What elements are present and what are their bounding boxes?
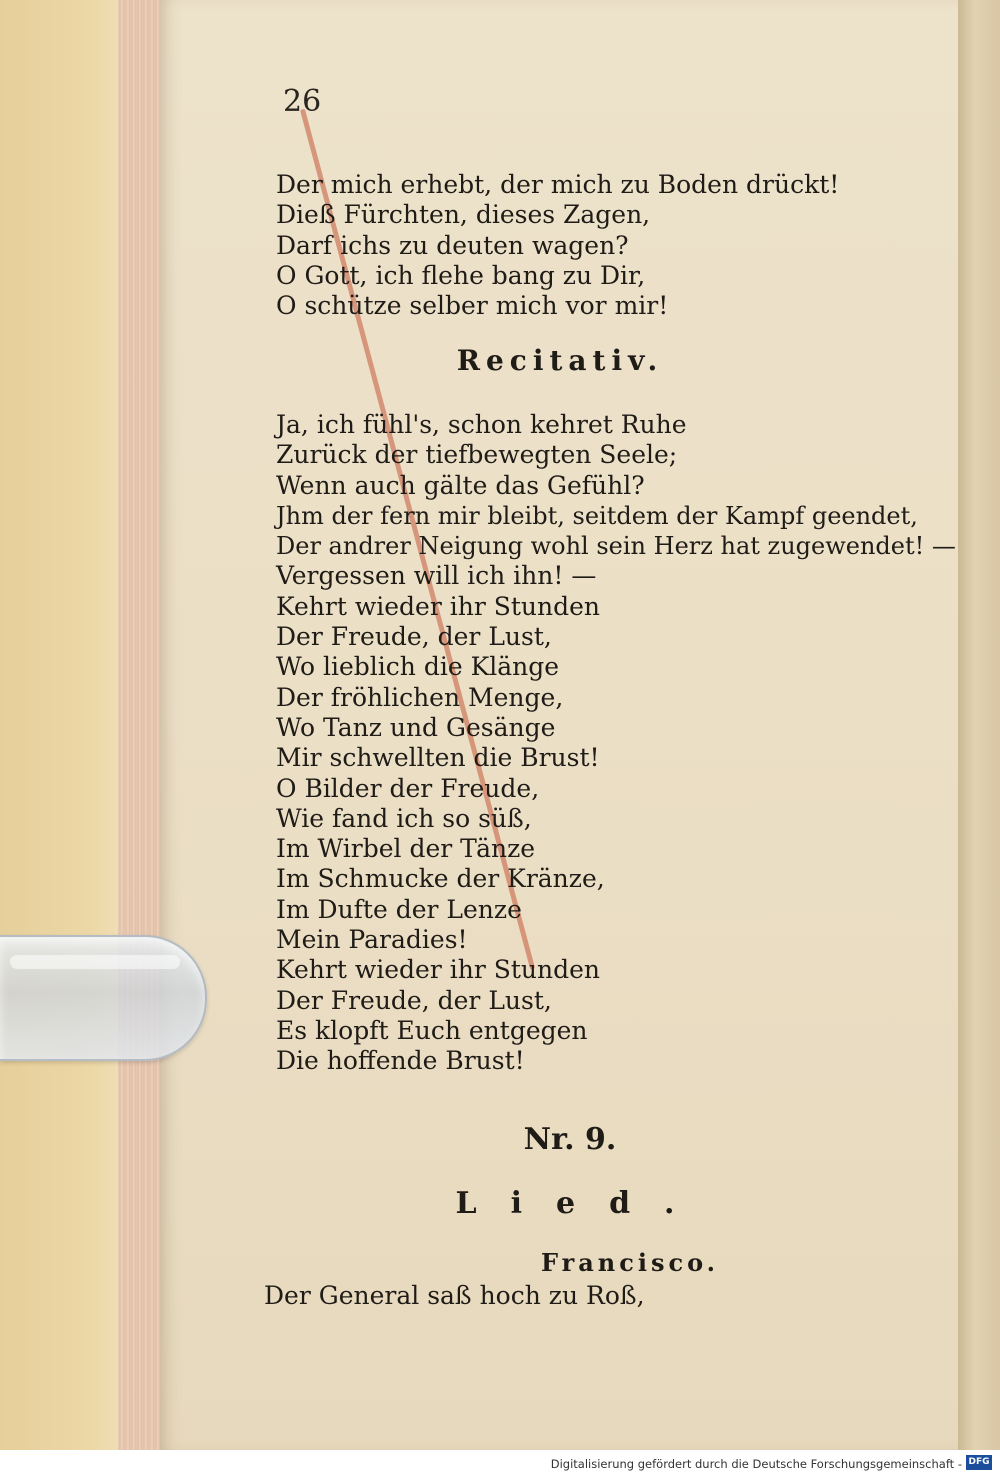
lied-heading: Lied.: [455, 1186, 709, 1221]
song-first-line: [264, 1281, 944, 1311]
verse-line: Vergessen will ich ihn! —: [276, 561, 597, 591]
verse-line: Es klopft Euch entgegen: [276, 1015, 588, 1045]
verse-line: Mir schwellten die Brust!: [276, 743, 600, 773]
verse-line: Ja, ich fühl's, schon kehret Ruhe: [276, 410, 687, 439]
verse-line: Wie fand ich so süß,: [276, 803, 532, 833]
dfg-logo: DFG: [966, 1455, 992, 1470]
verse-line: Mein Paradies!: [276, 925, 468, 955]
verse-line: Wenn auch gälte das Gefühl?: [276, 470, 645, 500]
verse-line: Wo lieblich die Klänge: [276, 652, 560, 682]
number-heading: Nr. 9.: [523, 1122, 617, 1157]
verse-line: Kehrt wieder ihr Stunden: [276, 955, 600, 985]
book-page-edges: [118, 0, 160, 1450]
verse-line: Der mich erhebt, der mich zu Boden drückt!: [276, 170, 840, 199]
recitativ-heading: Recitativ.: [456, 344, 664, 377]
verse-line: Wo Tanz und Gesänge: [276, 712, 556, 742]
verse-line: Kehrt wieder ihr Stunden: [276, 591, 600, 621]
verse-line: Der General saß hoch zu Roß,: [264, 1281, 645, 1310]
page-number: 26: [283, 84, 322, 119]
verse-line: Darf ichs zu deuten wagen?: [276, 230, 629, 260]
verse-line: Im Wirbel der Tänze: [276, 834, 536, 864]
verse-line: O Bilder der Freude,: [276, 773, 540, 803]
verse-line: Der andrer Neigung wohl sein Herz hat zugewendet! —: [276, 532, 956, 561]
facing-page-edge: [958, 0, 1000, 1450]
clip-highlight: [10, 955, 180, 969]
recitativ-text: [276, 410, 956, 1077]
verse-line: Im Schmucke der Kränze,: [276, 864, 605, 894]
verse-line: Dieß Fürchten, dieses Zagen,: [276, 200, 651, 230]
speaker-name: Francisco.: [540, 1248, 720, 1277]
bookmark-clip: [0, 935, 207, 1061]
verse-line: O schütze selber mich vor mir!: [276, 291, 669, 321]
verse-line: Der fröhlichen Menge,: [276, 682, 564, 712]
verse-line: Zurück der tiefbewegten Seele;: [276, 440, 678, 470]
verse-line: O Gott, ich flehe bang zu Dir,: [276, 260, 646, 290]
verse-line: Im Dufte der Lenze: [276, 894, 522, 924]
verse-line: Die hoffende Brust!: [276, 1046, 525, 1076]
verse-line: Der Freude, der Lust,: [276, 985, 552, 1015]
funding-credit: Digitalisierung gefördert durch die Deutsche Forschungsgemeinschaft -: [550, 1457, 962, 1471]
stanza-1: [276, 170, 956, 321]
verse-line: Jhm der fern mir bleibt, seitdem der Kampf geendet,: [276, 501, 918, 530]
verse-line: Der Freude, der Lust,: [276, 622, 552, 652]
